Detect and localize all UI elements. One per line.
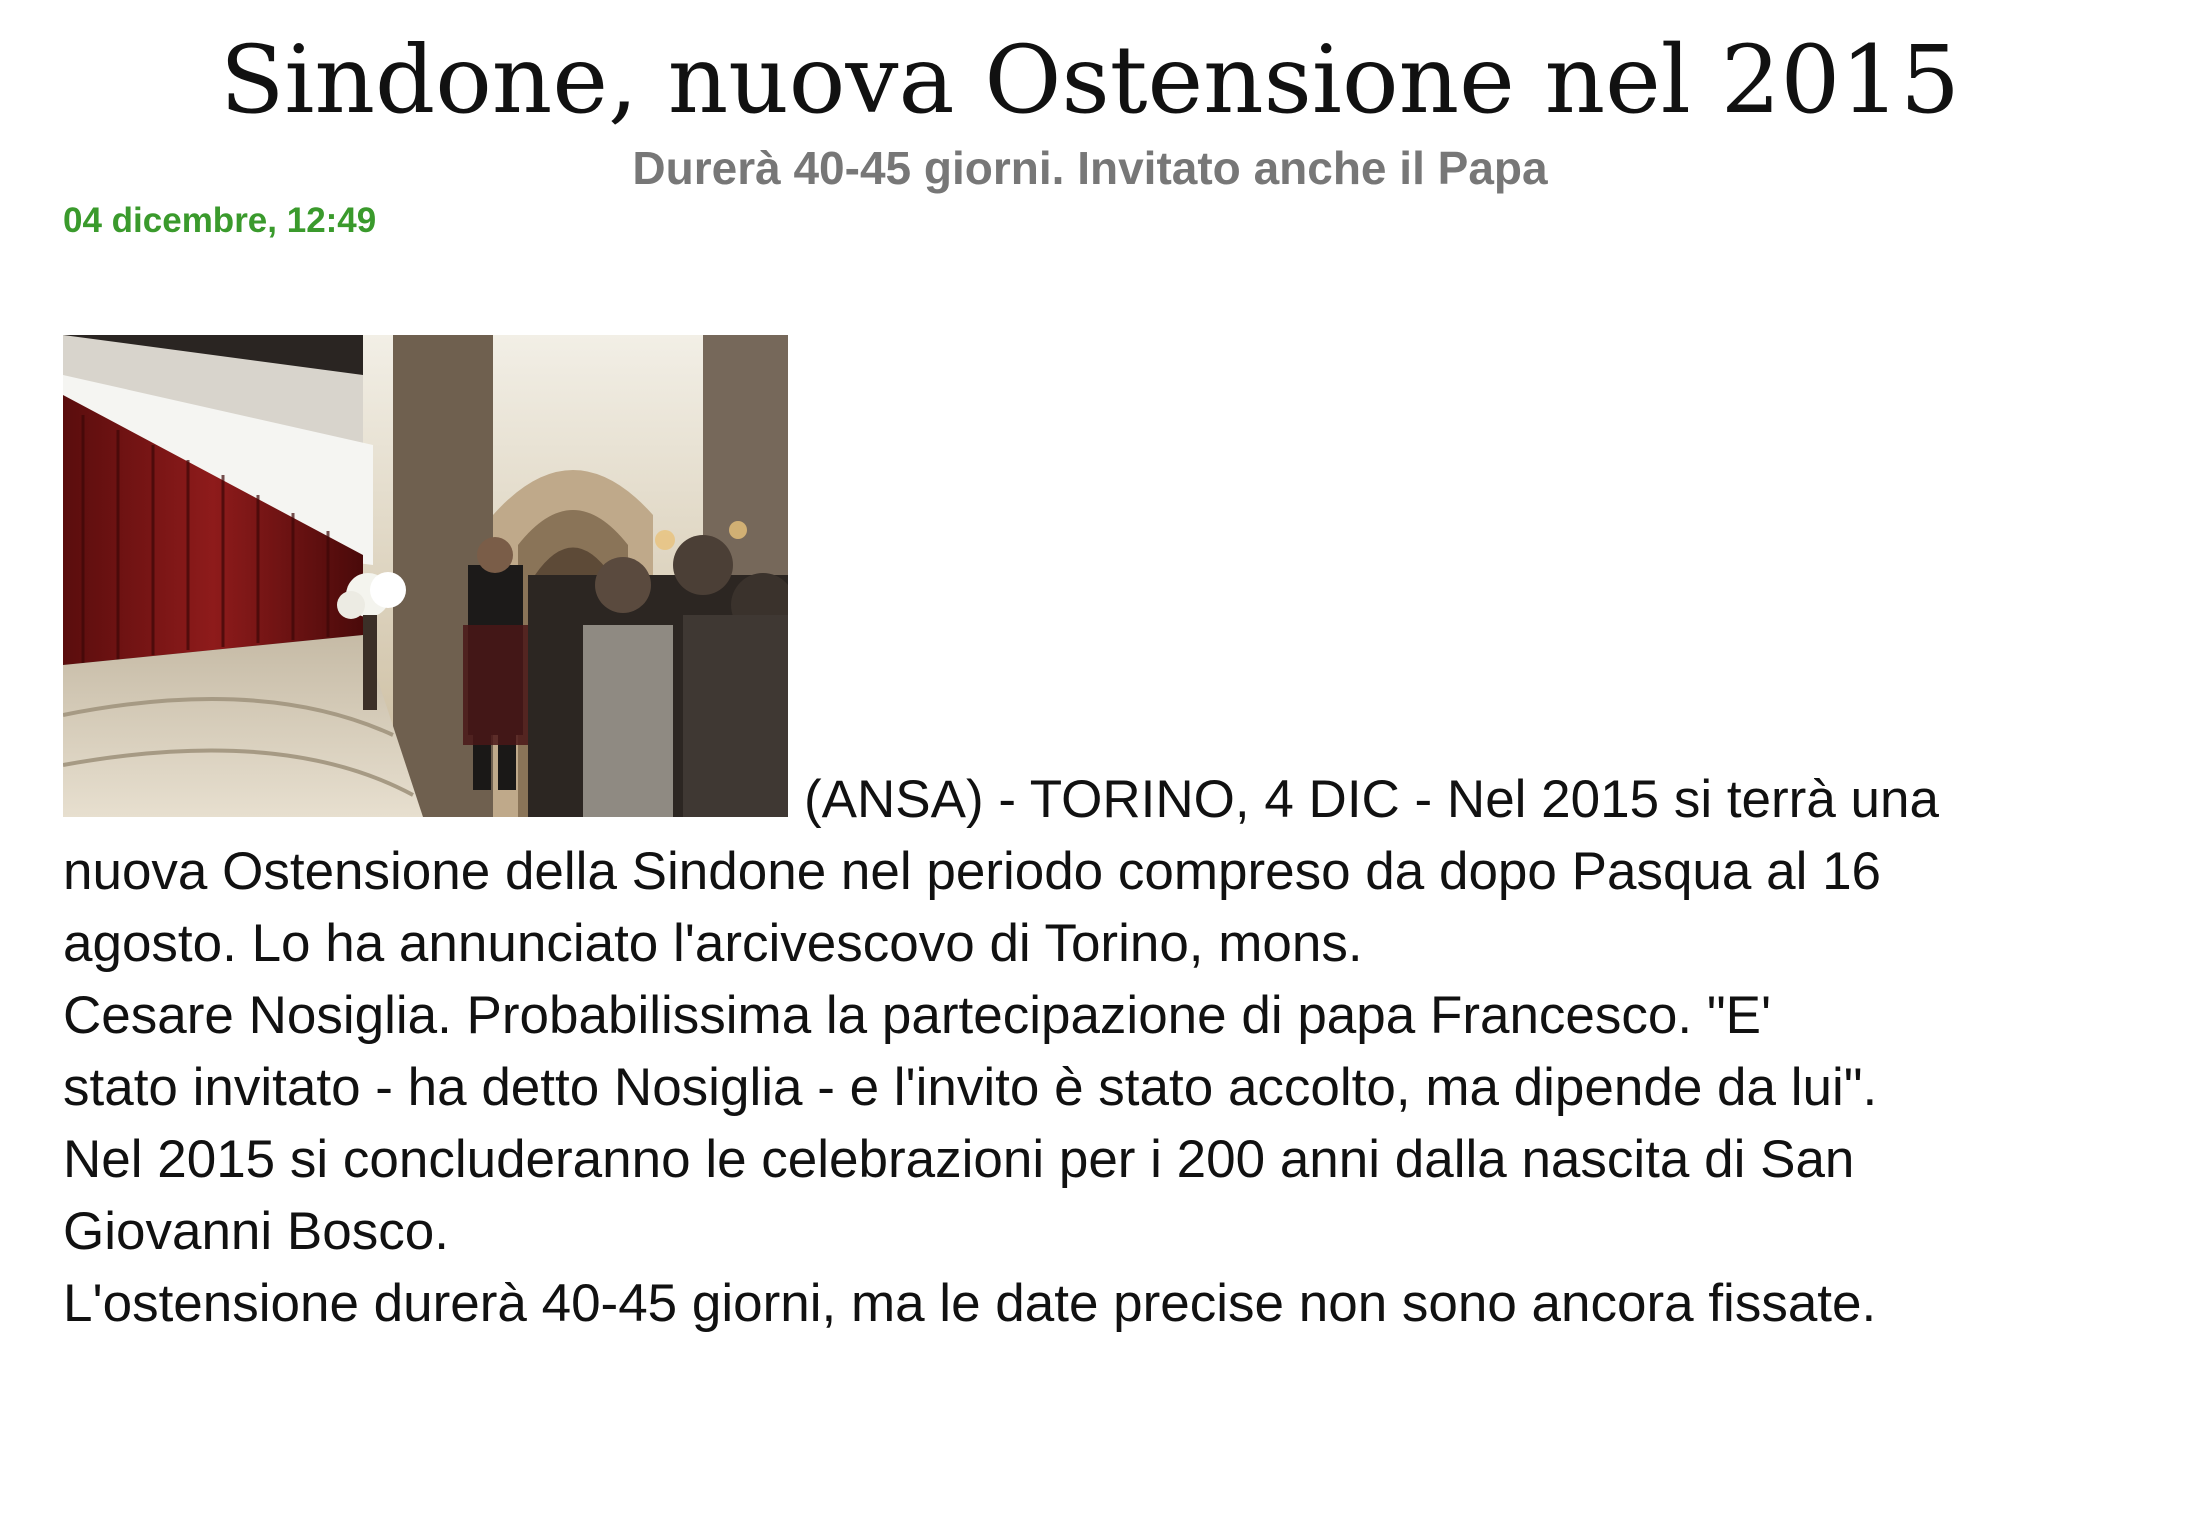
photo-and-lead [63, 770, 1939, 829]
cathedral-photo [63, 335, 788, 817]
body-line-3: agosto. Lo ha annunciato l'arcivescovo di Torino, mons. [63, 914, 1363, 973]
body-line-7: Giovanni Bosco. [63, 1202, 449, 1261]
body-line-8: L'ostensione durerà 40-45 giorni, ma le date precise non sono ancora fissate. [63, 1274, 1877, 1333]
article-headline: Sindone, nuova Ostensione nel 2015 [220, 26, 1960, 135]
article-subtitle: Durerà 40-45 giorni. Invitato anche il Papa [632, 142, 1548, 194]
body-line-1: (ANSA) - TORINO, 4 DIC - Nel 2015 si terrà una [804, 770, 1939, 829]
article-dateline: 04 dicembre, 12:49 [63, 201, 377, 240]
body-line-2: nuova Ostensione della Sindone nel periodo compreso da dopo Pasqua al 16 [63, 842, 1882, 901]
body-line-5: stato invitato - ha detto Nosiglia - e l'invito è stato accolto, ma dipende da lui". [63, 1058, 1878, 1117]
body-line-6: Nel 2015 si concluderanno le celebrazioni per i 200 anni dalla nascita di San [63, 1130, 1855, 1189]
body-line-4: Cesare Nosiglia. Probabilissima la partecipazione di papa Francesco. "E' [63, 986, 1772, 1045]
article-body [63, 335, 2143, 1340]
